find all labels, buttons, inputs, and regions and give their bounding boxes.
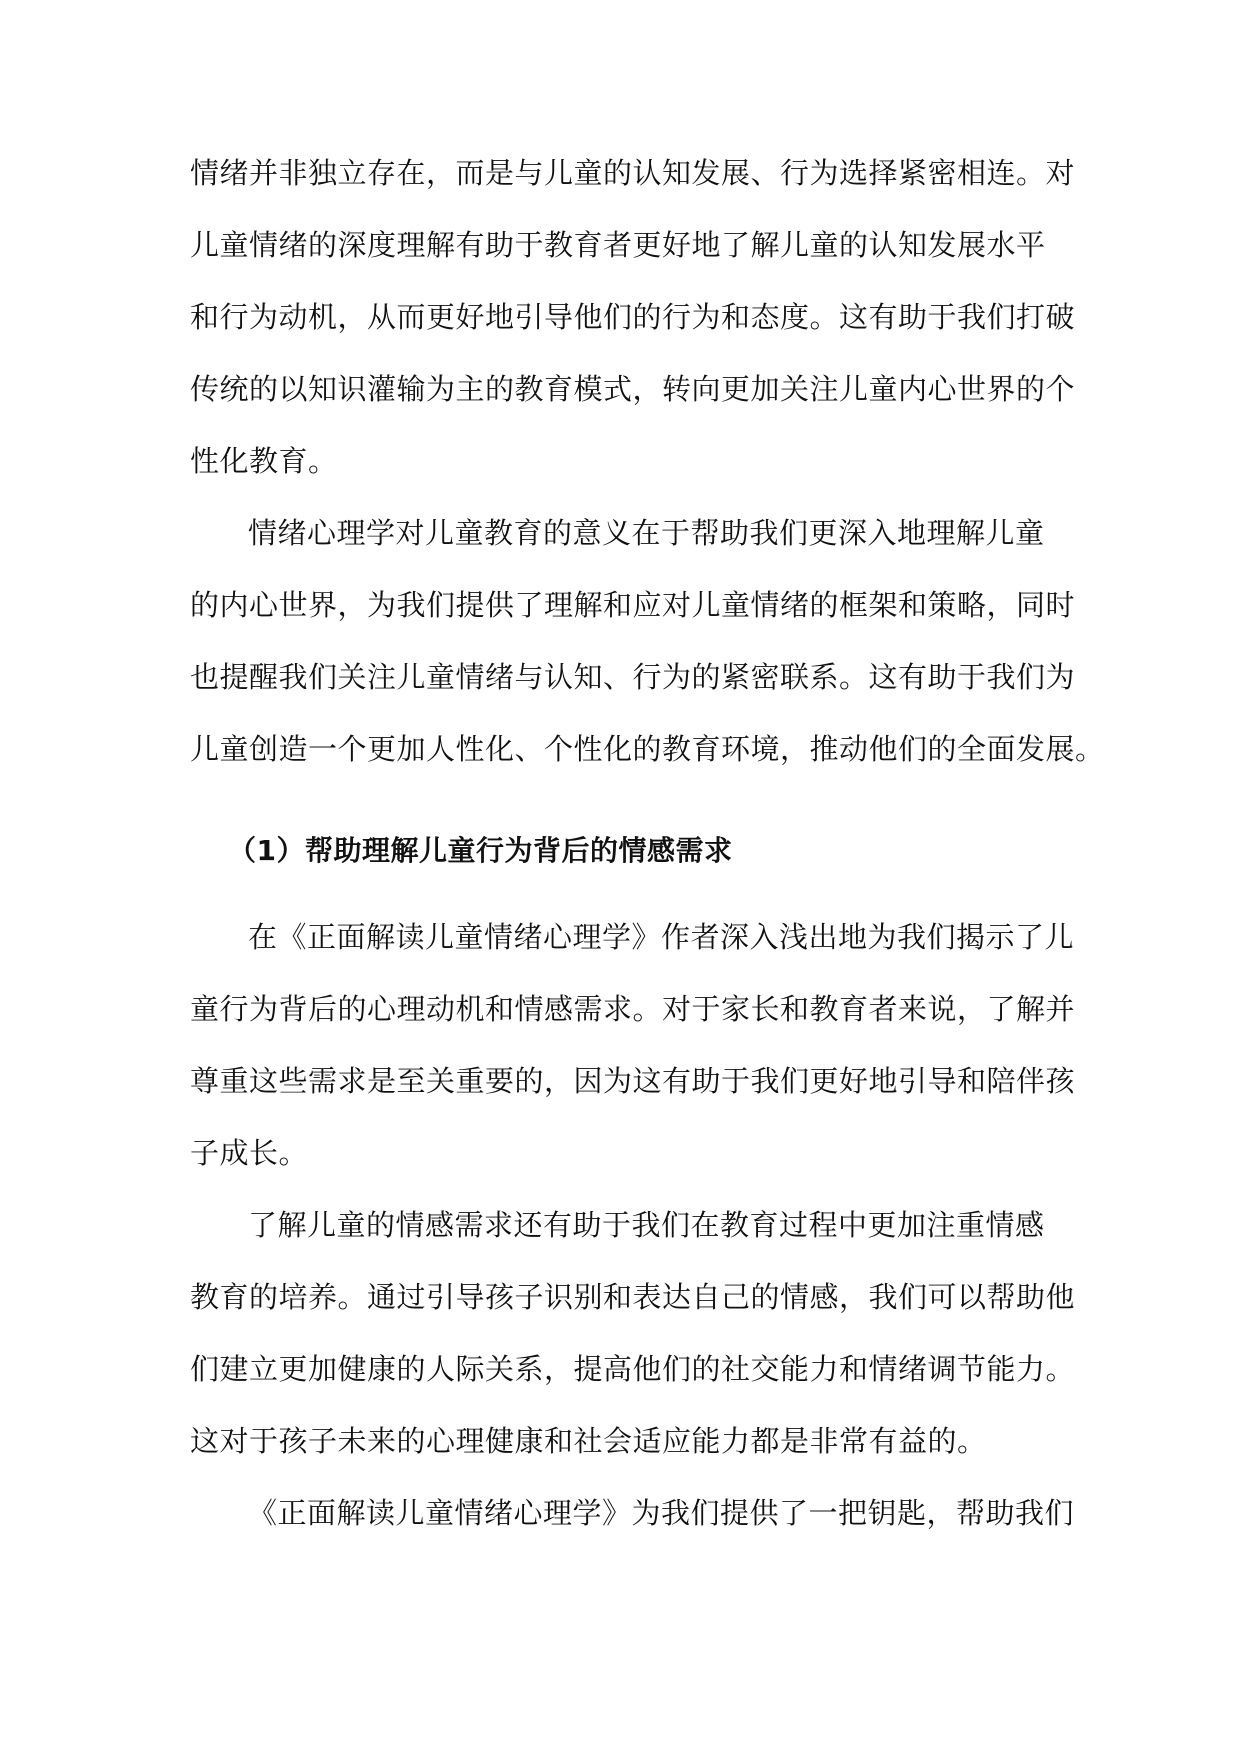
text-line: 儿童情绪的深度理解有助于教育者更好地了解儿童的认知发展水平 <box>190 228 1046 262</box>
text-line: 了解儿童的情感需求还有助于我们在教育过程中更加注重情感 <box>248 1208 1045 1242</box>
text-line: 教育的培养。通过引导孩子识别和表达自己的情感，我们可以帮助他 <box>190 1280 1076 1314</box>
text-line: 传统的以知识灌输为主的教育模式，转向更加关注儿童内心世界的个 <box>190 372 1076 406</box>
text-line: 们建立更加健康的人际关系，提高他们的社交能力和情绪调节能力。 <box>190 1352 1076 1386</box>
section-heading: （1）帮助理解儿童行为背后的情感需求 <box>228 834 733 867</box>
text-line: 也提醒我们关注儿童情绪与认知、行为的紧密联系。这有助于我们为 <box>190 660 1076 694</box>
text-line: 子成长。 <box>190 1136 309 1170</box>
text-line: 这对于孩子未来的心理健康和社会适应能力都是非常有益的。 <box>190 1424 987 1458</box>
text-line: 性化教育。 <box>190 444 338 478</box>
text-line: 和行为动机，从而更好地引导他们的行为和态度。这有助于我们打破 <box>190 300 1076 334</box>
text-line: 的内心世界，为我们提供了理解和应对儿童情绪的框架和策略，同时 <box>190 588 1076 622</box>
text-line: 情绪并非独立存在，而是与儿童的认知发展、行为选择紧密相连。对 <box>190 156 1076 190</box>
text-line: 《正面解读儿童情绪心理学》为我们提供了一把钥匙，帮助我们 <box>248 1496 1075 1530</box>
text-line: 情绪心理学对儿童教育的意义在于帮助我们更深入地理解儿童 <box>248 516 1045 550</box>
text-line: 儿童创造一个更加人性化、个性化的教育环境，推动他们的全面发展。 <box>190 732 1105 766</box>
text-line: 童行为背后的心理动机和情感需求。对于家长和教育者来说，了解并 <box>190 992 1076 1026</box>
text-line: 尊重这些需求是至关重要的，因为这有助于我们更好地引导和陪伴孩 <box>190 1064 1076 1098</box>
text-line: 在《正面解读儿童情绪心理学》作者深入浅出地为我们揭示了儿 <box>248 920 1075 954</box>
